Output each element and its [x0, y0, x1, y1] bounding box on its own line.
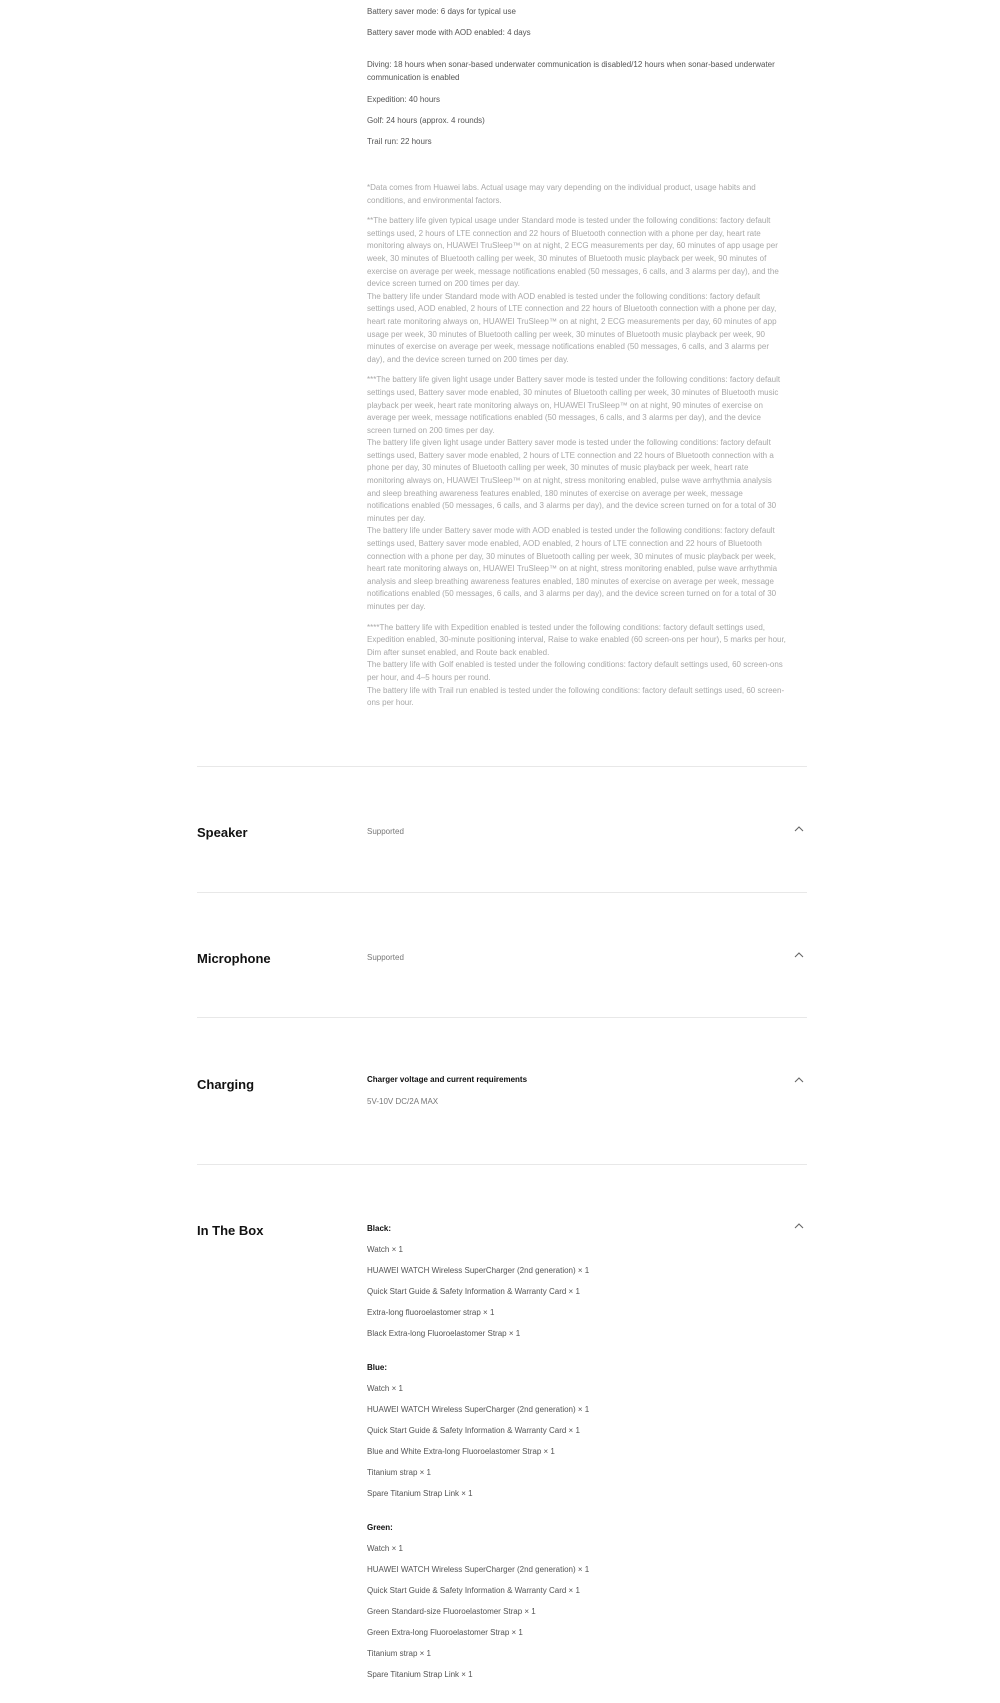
list-item: Spare Titanium Strap Link × 1: [367, 1489, 473, 1498]
list-item: Titanium strap × 1: [367, 1649, 431, 1658]
charging-heading: Charger voltage and current requirements: [367, 1075, 528, 1084]
list-item: Titanium strap × 1: [367, 1468, 431, 1477]
microphone-title: Microphone: [197, 951, 271, 966]
box-group-green: [367, 1522, 787, 1690]
list-item: Extra-long fluoroelastomer strap × 1: [367, 1308, 495, 1317]
battery-line: Trail run: 22 hours: [367, 137, 432, 146]
chevron-up-icon[interactable]: [794, 951, 802, 959]
chevron-up-icon[interactable]: [794, 825, 802, 833]
footnote: [367, 215, 787, 366]
box-group-blue: [367, 1362, 787, 1509]
charging-title: Charging: [197, 1077, 255, 1092]
speaker-value: Supported: [367, 827, 404, 836]
footnote: [367, 182, 787, 207]
battery-line: Battery saver mode: 6 days for typical use: [367, 7, 516, 16]
list-item: Watch × 1: [367, 1544, 403, 1553]
box-group-heading: Blue:: [367, 1363, 387, 1372]
in-the-box-title: In The Box: [197, 1223, 264, 1238]
footnote-text: **The battery life given typical usage under Standard mode is tested under the following conditions: factory default settings used, 2 hours of LTE connection and 22 hours of Bluetooth connection with a phone per day, heart rate monitoring always on, HUAWEI TruSleep™ on at night, 2 ECG measurements per day, 60 minutes of app usage per week, 30 minutes of Bluetooth calling per week, 30 minutes of Bluetooth music playback per week, 90 minutes of exercise on average per week, message notifications enabled (50 messages, 6 calls, and 3 alarms per day), and the device screen turned on 200 times per day.: [367, 216, 779, 289]
battery-line: Expedition: 40 hours: [367, 95, 440, 104]
box-group-black: [367, 1223, 787, 1349]
footnote-text: The battery life with Golf enabled is tested under the following conditions: factory default settings used, 60 screen-ons per hour, and 4–5 hours per round.: [367, 660, 783, 682]
list-item: HUAWEI WATCH Wireless SuperCharger (2nd generation) × 1: [367, 1266, 590, 1275]
list-item: Blue and White Extra-long Fluoroelastomer Strap × 1: [367, 1447, 555, 1456]
list-item: Watch × 1: [367, 1384, 403, 1393]
list-item: HUAWEI WATCH Wireless SuperCharger (2nd generation) × 1: [367, 1565, 590, 1574]
box-group-heading: Black:: [367, 1224, 392, 1233]
chevron-up-icon[interactable]: [794, 1076, 802, 1084]
section-divider: [197, 766, 807, 767]
microphone-value: Supported: [367, 953, 404, 962]
speaker-title: Speaker: [197, 825, 248, 840]
footnote-text: *Data comes from Huawei labs. Actual usage may vary depending on the individual product, usage habits and conditions, and environmental factors.: [367, 183, 756, 205]
battery-details: [367, 6, 787, 157]
section-divider: [197, 892, 807, 893]
section-divider: [197, 1017, 807, 1018]
battery-footnotes: [367, 182, 787, 718]
battery-line: Diving: 18 hours when sonar-based underwater communication is disabled/12 hours when sonar-based underwater communication is enabled: [367, 60, 775, 82]
footnote-text: ****The battery life with Expedition enabled is tested under the following conditions: factory default settings used, Expedition enabled, 30-minute positioning interval, Raise to wake enabled (60 screen-ons per hour), 5 marks per hour, Dim after sunset enabled, and Route back enabled.: [367, 622, 786, 657]
list-item: Green Standard-size Fluoroelastomer Strap × 1: [367, 1607, 536, 1616]
list-item: Spare Titanium Strap Link × 1: [367, 1670, 473, 1679]
box-group-heading: Green:: [367, 1523, 393, 1532]
list-item: Quick Start Guide & Safety Information & Warranty Card × 1: [367, 1426, 580, 1435]
chevron-up-icon[interactable]: [794, 1222, 802, 1230]
battery-line: Battery saver mode with AOD enabled: 4 days: [367, 28, 531, 37]
charging-value: 5V-10V DC/2A MAX: [367, 1097, 439, 1106]
footnote: [367, 374, 787, 613]
section-divider: [197, 1164, 807, 1165]
footnote-text: ***The battery life given light usage under Battery saver mode is tested under the following conditions: factory default settings used, Battery saver mode enabled, 30 minutes of Bluetooth calling per week, 30 minutes of Bluetooth music playback per week, heart rate monitoring always on, HUAWEI TruSleep™ on at night, 90 minutes of exercise on average per week, message notifications enabled (50 messages, 6 calls, and 3 alarms per day), and the device screen turned on 200 times per day.: [367, 375, 781, 435]
footnote-text: The battery life with Trail run enabled is tested under the following conditions: factory default settings used, 60 screen-ons per hour.: [367, 685, 785, 708]
footnote-text: The battery life given light usage under Battery saver mode is tested under the following conditions: factory default settings used, Battery saver mode enabled, 2 hours of LTE connection and 22 hours of Bluetooth connection with a phone per day, 30 minutes of Bluetooth calling per week, 30 minutes of music playback per week, heart rate monitoring always on, HUAWEI TruSleep™ on at night, stress monitoring enabled, pulse wave arrhythmia analysis and sleep breathing awareness features enabled, 180 minutes of exercise on average per week, message notifications enabled (50 messages, 6 calls, and 3 alarms per day), and the device screen turned on for a total of 30 minutes per day.: [367, 438, 777, 523]
footnote-text: The battery life under Standard mode with AOD enabled is tested under the following conditions: factory default settings used, AOD enabled, 2 hours of LTE connection and 22 hours of Bluetooth connection with a phone per day, heart rate monitoring always on, HUAWEI TruSleep™ on at night, 2 ECG measurements per day, 60 minutes of app usage per week, 30 minutes of Bluetooth calling per week, 30 minutes of Bluetooth music playback per week, 90 minutes of exercise on average per week, message notifications enabled (50 messages, 6 calls, and 3 alarms per day), and the device screen turned on 200 times per day.: [367, 291, 777, 364]
footnote: [367, 622, 787, 710]
list-item: Quick Start Guide & Safety Information & Warranty Card × 1: [367, 1586, 580, 1595]
list-item: HUAWEI WATCH Wireless SuperCharger (2nd generation) × 1: [367, 1405, 590, 1414]
list-item: Green Extra-long Fluoroelastomer Strap × 1: [367, 1628, 523, 1637]
battery-line: Golf: 24 hours (approx. 4 rounds): [367, 116, 485, 125]
footnote-text: The battery life under Battery saver mode with AOD enabled is tested under the following conditions: factory default settings used, Battery saver mode enabled, AOD enabled, 2 hours of LTE connection and 22 hours of Bluetooth connection with a phone per day, 30 minutes of Bluetooth calling per week, 30 minutes of music playback per week, heart rate monitoring always on, HUAWEI TruSleep™ on at night, stress monitoring enabled, pulse wave arrhythmia analysis and sleep breathing awareness features enabled, 180 minutes of exercise on average per week, message notifications enabled (50 messages, 6 calls, and 3 alarms per day), and the device screen turned on for a total of 30 minutes per day.: [367, 526, 778, 611]
list-item: Quick Start Guide & Safety Information & Warranty Card × 1: [367, 1287, 580, 1296]
list-item: Black Extra-long Fluoroelastomer Strap × 1: [367, 1329, 521, 1338]
in-the-box-list: [367, 1223, 787, 1703]
list-item: Watch × 1: [367, 1245, 403, 1254]
